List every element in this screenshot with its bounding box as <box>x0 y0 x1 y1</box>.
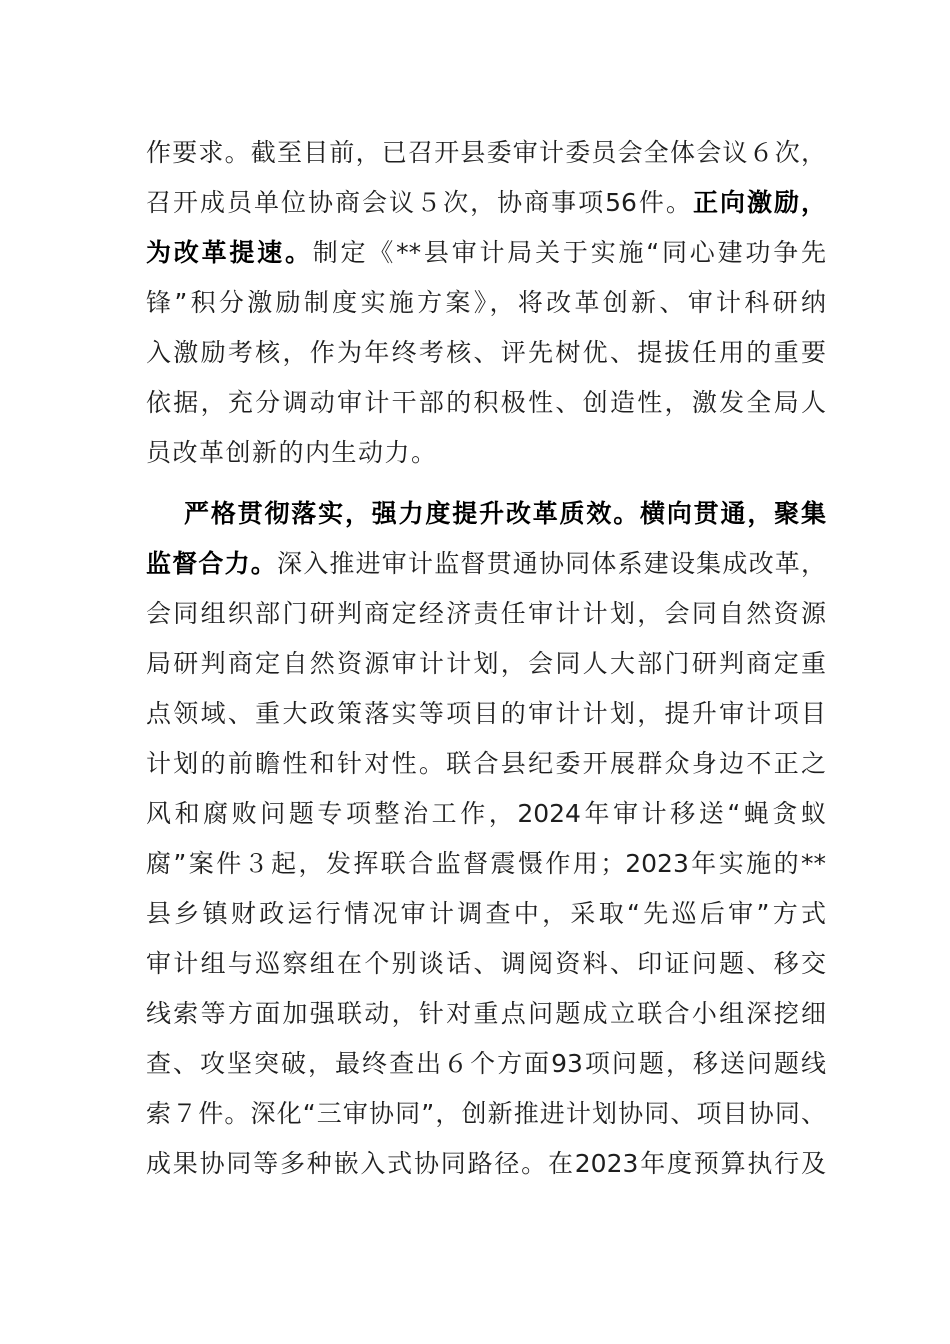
text-run: 制定《**县审计局关于实施“同心建功争先 <box>312 238 826 267</box>
text-line <box>146 799 826 829</box>
text-line <box>184 499 826 529</box>
text-run: 局研判商定自然资源审计计划，会同人大部门研判商定重 <box>146 649 826 678</box>
text-run: 入激励考核，作为年终考核、评先树优、提拔任用的重要 <box>146 338 826 367</box>
text-line <box>146 1149 826 1179</box>
text-run: 县乡镇财政运行情况审计调查中，采取“先巡后审”方式 <box>146 899 826 928</box>
text-line <box>146 388 826 418</box>
text-line <box>146 288 826 318</box>
bold-heading-run: 正向激励， <box>692 188 826 217</box>
bold-heading-run: 监督合力。 <box>146 549 277 578</box>
text-run: 点领域、重大政策落实等项目的审计计划，提升审计项目 <box>146 699 826 728</box>
text-line <box>146 1099 826 1129</box>
text-run: 成果协同等多种嵌入式协同路径。在2023年度预算执行及 <box>146 1149 826 1178</box>
text-line <box>146 849 826 879</box>
text-run: 深入推进审计监督贯通协同体系建设集成改革， <box>277 549 826 578</box>
text-run: 依据，充分调动审计干部的积极性、创造性，激发全局人 <box>146 388 826 417</box>
text-line <box>146 188 826 218</box>
text-run: 会同组织部门研判商定经济责任审计计划，会同自然资源 <box>146 599 826 628</box>
text-line <box>146 999 826 1029</box>
text-run: 索７件。深化“三审协同”，创新推进计划协同、项目协同、 <box>146 1099 826 1128</box>
bold-heading-run: 严格贯彻落实，强力度提升改革质效。横向贯通，聚集 <box>184 499 826 528</box>
text-run: 召开成员单位协商会议５次，协商事项56件。 <box>146 188 693 217</box>
text-line <box>146 599 826 629</box>
text-line <box>146 338 826 368</box>
text-line <box>146 138 826 168</box>
text-line <box>146 699 826 729</box>
text-line <box>146 1049 826 1079</box>
text-line <box>146 238 826 268</box>
text-line <box>146 949 826 979</box>
text-line <box>146 438 438 468</box>
text-run: 审计组与巡察组在个别谈话、调阅资料、印证问题、移交 <box>146 949 826 978</box>
text-run: 员改革创新的内生动力。 <box>146 438 438 467</box>
text-run: 腐”案件３起，发挥联合监督震慑作用；2023年实施的** <box>146 849 826 878</box>
text-run: 风和腐败问题专项整治工作，2024年审计移送“蝇贪蚁 <box>146 799 826 828</box>
text-run: 计划的前瞻性和针对性。联合县纪委开展群众身边不正之 <box>146 749 826 778</box>
text-line <box>146 749 826 779</box>
text-run: 线索等方面加强联动，针对重点问题成立联合小组深挖细 <box>146 999 826 1028</box>
text-line <box>146 549 826 579</box>
text-run: 锋”积分激励制度实施方案》，将改革创新、审计科研纳 <box>146 288 826 317</box>
text-run: 查、攻坚突破，最终查出６个方面93项问题，移送问题线 <box>146 1049 826 1078</box>
text-line <box>146 899 826 929</box>
text-run: 作要求。截至目前，已召开县委审计委员会全体会议６次， <box>146 138 826 167</box>
bold-heading-run: 为改革提速。 <box>146 238 313 267</box>
text-line <box>146 649 826 679</box>
